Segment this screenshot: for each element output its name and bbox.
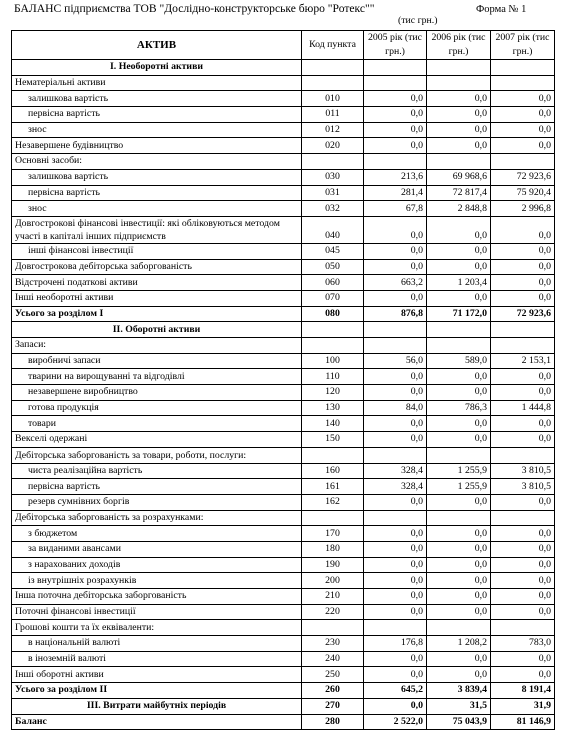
value-2006: 31,5 (427, 698, 491, 714)
row-code: 210 (302, 589, 364, 605)
row-code: 120 (302, 385, 364, 401)
value-2005: 0,0 (364, 651, 427, 667)
table-row (12, 400, 555, 416)
row-label: незавершене виробництво (12, 385, 302, 401)
row-label: готова продукція (12, 400, 302, 416)
value-2005: 0,0 (364, 138, 427, 154)
value-2006: 0,0 (427, 259, 491, 275)
value-2005: 0,0 (364, 243, 427, 259)
row-code (302, 60, 364, 76)
value-2007: 0,0 (491, 494, 555, 510)
value-2007: 0,0 (491, 667, 555, 683)
table-row (12, 75, 555, 91)
value-2005: 2 522,0 (364, 714, 427, 730)
value-2007: 0,0 (491, 589, 555, 605)
column-header-2007: 2007 рік (тис грн.) (491, 31, 555, 60)
row-label: первісна вартість (12, 107, 302, 123)
row-code: 162 (302, 494, 364, 510)
value-2007: 0,0 (491, 259, 555, 275)
value-2005: 0,0 (364, 698, 427, 714)
value-2005: 56,0 (364, 353, 427, 369)
table-row (12, 259, 555, 275)
row-code: 031 (302, 185, 364, 201)
table-row (12, 138, 555, 154)
row-label: Поточні фінансові інвестиції (12, 604, 302, 620)
row-code: 045 (302, 243, 364, 259)
row-label: залишкова вартість (12, 91, 302, 107)
value-2006 (427, 447, 491, 463)
value-2006 (427, 60, 491, 76)
value-2006: 0,0 (427, 416, 491, 432)
value-2007: 0,0 (491, 290, 555, 306)
table-row (12, 216, 555, 243)
row-label: Векселі одержані (12, 432, 302, 448)
value-2007: 0,0 (491, 138, 555, 154)
value-2007: 2 153,1 (491, 353, 555, 369)
row-label: Відстрочені податкові активи (12, 275, 302, 291)
row-code: 070 (302, 290, 364, 306)
table-row (12, 667, 555, 683)
row-label: тварини на вирощуванні та відгодівлі (12, 369, 302, 385)
value-2007: 0,0 (491, 526, 555, 542)
table-row (12, 201, 555, 217)
row-label: ІІІ. Витрати майбутніх періодів (12, 698, 302, 714)
value-2006: 0,0 (427, 138, 491, 154)
row-label: товари (12, 416, 302, 432)
value-2005: 0,0 (364, 416, 427, 432)
row-label: знос (12, 201, 302, 217)
row-label: Дебіторська заборгованість за розрахунками: (12, 510, 302, 526)
column-header-code: Код пункта (302, 31, 364, 60)
value-2006: 3 839,4 (427, 683, 491, 699)
value-2007: 3 810,5 (491, 479, 555, 495)
table-row (12, 290, 555, 306)
column-header-aktiv: АКТИВ (12, 31, 302, 60)
value-2005: 0,0 (364, 91, 427, 107)
value-2007: 0,0 (491, 216, 555, 243)
row-code: 230 (302, 636, 364, 652)
value-2006: 0,0 (427, 385, 491, 401)
balance-title: БАЛАНС підприємства ТОВ "Дослідно-конструкторське бюро "Ротекс"" (14, 2, 375, 15)
row-code: 080 (302, 306, 364, 322)
row-code: 161 (302, 479, 364, 495)
table-row (12, 636, 555, 652)
value-2007 (491, 60, 555, 76)
row-code: 280 (302, 714, 364, 730)
value-2006: 786,3 (427, 400, 491, 416)
row-code: 140 (302, 416, 364, 432)
value-2006: 0,0 (427, 557, 491, 573)
value-2005: 0,0 (364, 526, 427, 542)
table-row (12, 557, 555, 573)
row-code: 270 (302, 698, 364, 714)
value-2007: 8 191,4 (491, 683, 555, 699)
row-code: 011 (302, 107, 364, 123)
value-2006: 2 848,8 (427, 201, 491, 217)
table-row (12, 683, 555, 699)
value-2006 (427, 322, 491, 338)
row-code: 180 (302, 541, 364, 557)
value-2006 (427, 338, 491, 354)
value-2007: 0,0 (491, 107, 555, 123)
value-2007 (491, 620, 555, 636)
value-2005 (364, 510, 427, 526)
table-row (12, 698, 555, 714)
table-row (12, 385, 555, 401)
value-2005: 0,0 (364, 589, 427, 605)
value-2007: 0,0 (491, 122, 555, 138)
value-2005: 328,4 (364, 479, 427, 495)
value-2007: 0,0 (491, 432, 555, 448)
value-2007: 1 444,8 (491, 400, 555, 416)
row-code: 160 (302, 463, 364, 479)
row-label: з нарахованих доходів (12, 557, 302, 573)
row-code: 050 (302, 259, 364, 275)
value-2005 (364, 322, 427, 338)
row-label: знос (12, 122, 302, 138)
row-label: резерв сумнівних боргів (12, 494, 302, 510)
row-code: 110 (302, 369, 364, 385)
value-2006: 1 255,9 (427, 479, 491, 495)
row-code: 150 (302, 432, 364, 448)
table-row (12, 154, 555, 170)
table-row (12, 185, 555, 201)
row-code: 030 (302, 169, 364, 185)
row-code (302, 447, 364, 463)
row-label: Дебіторська заборгованість за товари, роботи, послуги: (12, 447, 302, 463)
balance-table (11, 30, 555, 730)
value-2007: 81 146,9 (491, 714, 555, 730)
value-2006: 0,0 (427, 604, 491, 620)
row-label: Запаси: (12, 338, 302, 354)
value-2007 (491, 75, 555, 91)
value-2007: 0,0 (491, 416, 555, 432)
table-row (12, 463, 555, 479)
row-label: Незавершене будівництво (12, 138, 302, 154)
value-2007 (491, 154, 555, 170)
value-2007: 0,0 (491, 91, 555, 107)
row-label: Нематеріальні активи (12, 75, 302, 91)
value-2005: 0,0 (364, 432, 427, 448)
table-row (12, 369, 555, 385)
row-label: з бюджетом (12, 526, 302, 542)
table-row (12, 541, 555, 557)
table-row (12, 338, 555, 354)
value-2007: 0,0 (491, 369, 555, 385)
value-2006: 0,0 (427, 432, 491, 448)
value-2007: 0,0 (491, 651, 555, 667)
value-2007: 0,0 (491, 385, 555, 401)
row-label: Інші необоротні активи (12, 290, 302, 306)
row-label: Усього за розділом ІІ (12, 683, 302, 699)
row-label: І. Необоротні активи (12, 60, 302, 76)
row-label: інші фінансові інвестиції (12, 243, 302, 259)
value-2005: 0,0 (364, 107, 427, 123)
table-row (12, 714, 555, 730)
table-header-row (12, 31, 555, 60)
table-row (12, 169, 555, 185)
value-2006: 0,0 (427, 290, 491, 306)
row-code: 100 (302, 353, 364, 369)
value-2005: 328,4 (364, 463, 427, 479)
value-2007: 31,9 (491, 698, 555, 714)
row-code: 060 (302, 275, 364, 291)
value-2005: 281,4 (364, 185, 427, 201)
value-2005: 84,0 (364, 400, 427, 416)
row-label: Баланс (12, 714, 302, 730)
row-label: із внутрішніх розрахунків (12, 573, 302, 589)
row-label: Інші оборотні активи (12, 667, 302, 683)
value-2005: 876,8 (364, 306, 427, 322)
table-row (12, 526, 555, 542)
row-code: 020 (302, 138, 364, 154)
row-label: Інша поточна дебіторська заборгованість (12, 589, 302, 605)
value-2006: 0,0 (427, 494, 491, 510)
value-2005 (364, 338, 427, 354)
value-2006: 0,0 (427, 573, 491, 589)
value-2006: 0,0 (427, 122, 491, 138)
value-2006 (427, 620, 491, 636)
table-row (12, 432, 555, 448)
value-2005: 645,2 (364, 683, 427, 699)
row-code: 260 (302, 683, 364, 699)
value-2005: 663,2 (364, 275, 427, 291)
value-2007 (491, 510, 555, 526)
value-2005 (364, 620, 427, 636)
value-2005: 0,0 (364, 369, 427, 385)
row-label: Грошові кошти та їх еквіваленти: (12, 620, 302, 636)
value-2005 (364, 154, 427, 170)
form-number: Форма № 1 (476, 4, 527, 15)
value-2005: 0,0 (364, 122, 427, 138)
value-2007: 75 920,4 (491, 185, 555, 201)
row-code: 240 (302, 651, 364, 667)
row-code: 130 (302, 400, 364, 416)
row-code: 010 (302, 91, 364, 107)
value-2006 (427, 154, 491, 170)
row-code: 190 (302, 557, 364, 573)
value-2007: 2 996,8 (491, 201, 555, 217)
row-code: 032 (302, 201, 364, 217)
unit-note: (тис грн.) (398, 15, 438, 26)
table-row (12, 275, 555, 291)
value-2006: 0,0 (427, 667, 491, 683)
value-2005: 0,0 (364, 573, 427, 589)
table-row (12, 322, 555, 338)
table-row (12, 416, 555, 432)
row-label: Основні засоби: (12, 154, 302, 170)
value-2007: 72 923,6 (491, 306, 555, 322)
column-header-2006: 2006 рік (тис грн.) (427, 31, 491, 60)
value-2007 (491, 338, 555, 354)
value-2005: 0,0 (364, 667, 427, 683)
row-label: Довгострокова дебіторська заборгованість (12, 259, 302, 275)
row-label: Усього за розділом І (12, 306, 302, 322)
row-code (302, 322, 364, 338)
table-row (12, 494, 555, 510)
value-2005: 0,0 (364, 385, 427, 401)
value-2006: 1 203,4 (427, 275, 491, 291)
row-label: в іноземній валюті (12, 651, 302, 667)
table-row (12, 107, 555, 123)
value-2005 (364, 75, 427, 91)
value-2006: 0,0 (427, 91, 491, 107)
row-label: залишкова вартість (12, 169, 302, 185)
value-2005: 67,8 (364, 201, 427, 217)
row-label: в національній валюті (12, 636, 302, 652)
value-2005: 0,0 (364, 290, 427, 306)
value-2005: 176,8 (364, 636, 427, 652)
value-2006: 71 172,0 (427, 306, 491, 322)
row-code: 200 (302, 573, 364, 589)
value-2006: 75 043,9 (427, 714, 491, 730)
value-2006: 589,0 (427, 353, 491, 369)
table-row (12, 589, 555, 605)
value-2006: 0,0 (427, 216, 491, 243)
table-row (12, 573, 555, 589)
table-row (12, 651, 555, 667)
value-2006 (427, 75, 491, 91)
value-2006: 0,0 (427, 107, 491, 123)
row-label: Довгострокові фінансові інвестиції: які обліковуються методом участі в капіталі інших підприємств (12, 216, 302, 243)
row-label: виробничі запаси (12, 353, 302, 369)
row-label: ІІ. Оборотні активи (12, 322, 302, 338)
value-2005: 0,0 (364, 604, 427, 620)
row-code (302, 154, 364, 170)
value-2005: 0,0 (364, 259, 427, 275)
value-2005: 213,6 (364, 169, 427, 185)
value-2006: 0,0 (427, 651, 491, 667)
row-label: чиста реалізаційна вартість (12, 463, 302, 479)
value-2005 (364, 60, 427, 76)
table-row (12, 91, 555, 107)
row-code (302, 338, 364, 354)
table-row (12, 243, 555, 259)
row-code: 040 (302, 216, 364, 243)
table-row (12, 306, 555, 322)
value-2006: 0,0 (427, 589, 491, 605)
value-2007: 0,0 (491, 243, 555, 259)
table-row (12, 122, 555, 138)
row-code: 220 (302, 604, 364, 620)
value-2007: 0,0 (491, 275, 555, 291)
row-label: за виданими авансами (12, 541, 302, 557)
table-row (12, 620, 555, 636)
table-row (12, 510, 555, 526)
value-2005: 0,0 (364, 541, 427, 557)
balance-rows (12, 60, 555, 730)
value-2005 (364, 447, 427, 463)
row-code (302, 510, 364, 526)
value-2007: 0,0 (491, 604, 555, 620)
value-2006: 0,0 (427, 526, 491, 542)
row-code (302, 620, 364, 636)
value-2007: 72 923,6 (491, 169, 555, 185)
value-2007 (491, 322, 555, 338)
value-2005: 0,0 (364, 494, 427, 510)
table-row (12, 479, 555, 495)
row-code: 250 (302, 667, 364, 683)
value-2006: 72 817,4 (427, 185, 491, 201)
value-2006: 69 968,6 (427, 169, 491, 185)
value-2005: 0,0 (364, 557, 427, 573)
value-2007: 0,0 (491, 541, 555, 557)
row-label: первісна вартість (12, 479, 302, 495)
table-row (12, 604, 555, 620)
value-2006: 1 255,9 (427, 463, 491, 479)
value-2005: 0,0 (364, 216, 427, 243)
value-2006: 1 208,2 (427, 636, 491, 652)
row-code: 170 (302, 526, 364, 542)
value-2007: 3 810,5 (491, 463, 555, 479)
table-row (12, 447, 555, 463)
value-2007 (491, 447, 555, 463)
row-label: первісна вартість (12, 185, 302, 201)
row-code (302, 75, 364, 91)
value-2007: 0,0 (491, 573, 555, 589)
table-row (12, 60, 555, 76)
row-code: 012 (302, 122, 364, 138)
table-row (12, 353, 555, 369)
column-header-2005: 2005 рік (тис грн.) (364, 31, 427, 60)
value-2007: 783,0 (491, 636, 555, 652)
value-2007: 0,0 (491, 557, 555, 573)
value-2006: 0,0 (427, 369, 491, 385)
value-2006: 0,0 (427, 243, 491, 259)
value-2006: 0,0 (427, 541, 491, 557)
value-2006 (427, 510, 491, 526)
